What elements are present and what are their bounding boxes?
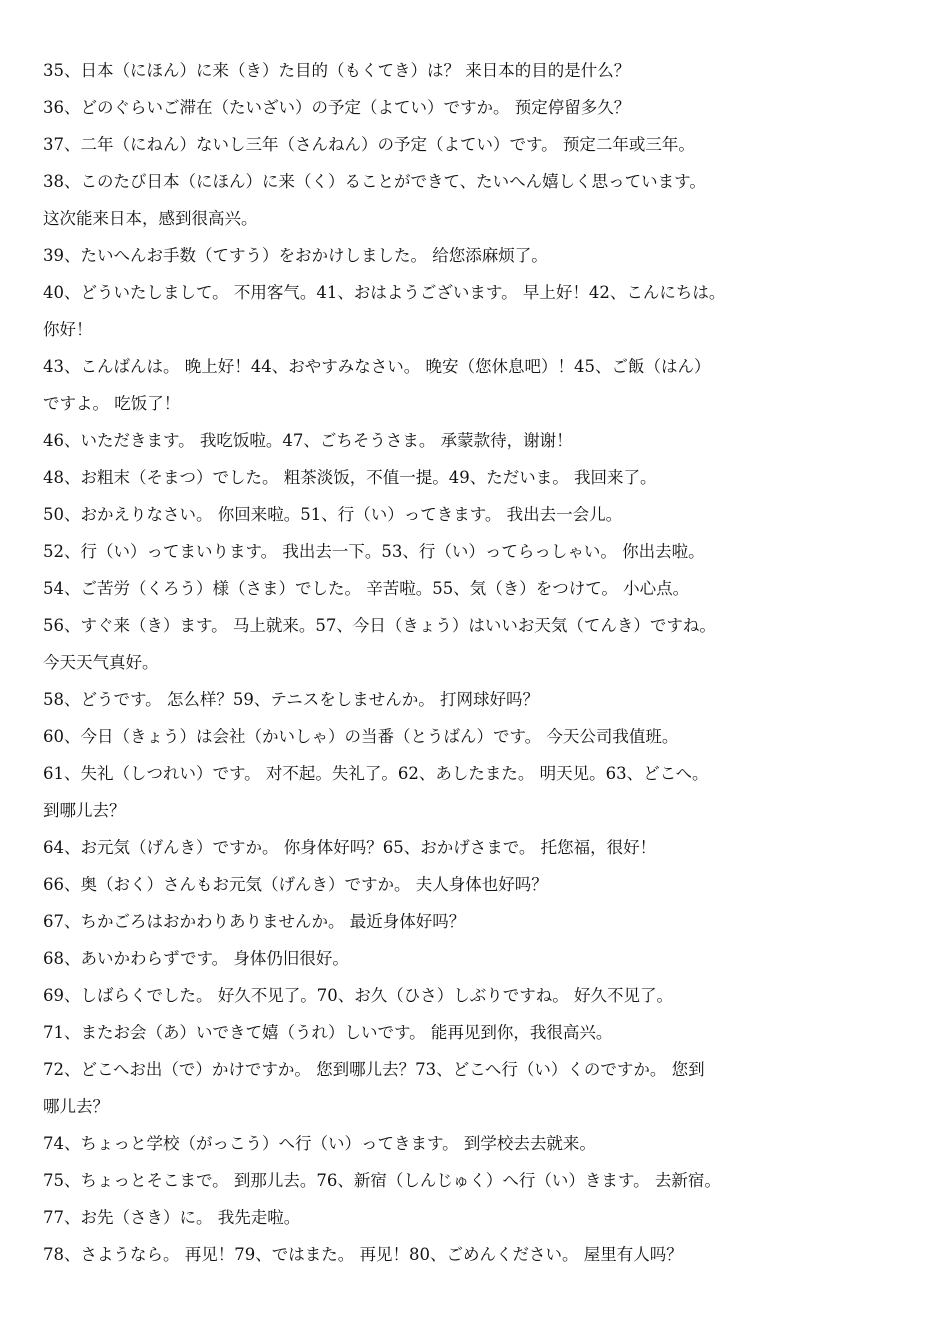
text-line: 37、二年（にねん）ないし三年（さんねん）の予定（よてい）です。 预定二年或三年。 <box>43 135 695 154</box>
text-line: 68、あいかわらずです。 身体仍旧很好。 <box>43 949 349 968</box>
text-line: 46、いただきます。 我吃饭啦。47、ごちそうさま。 承蒙款待，谢谢！ <box>43 431 573 450</box>
text-line: 39、たいへんお手数（てすう）をおかけしました。 给您添麻烦了。 <box>43 246 548 265</box>
text-line: 52、行（い）ってまいります。 我出去一下。53、行（い）ってらっしゃい。 你出去啦。 <box>43 542 705 561</box>
text-line: 48、お粗末（そまつ）でした。 粗茶淡饭，不值一提。49、ただいま。 我回来了。 <box>43 468 657 487</box>
text-line: 38、このたび日本（にほん）に来（く）ることができて、たいへん嬉しく思っています。 <box>43 172 706 191</box>
text-line: 43、こんばんは。 晚上好！44、おやすみなさい。 晚安（您休息吧）！45、ご飯（はん） <box>43 357 711 376</box>
text-line: 今天天气真好。 <box>43 653 159 672</box>
text-line: 77、お先（さき）に。 我先走啦。 <box>43 1208 301 1227</box>
text-line: 40、どういたしまして。 不用客气。41、おはようございます。 早上好！42、こんにちは。 <box>43 283 726 302</box>
text-line: 75、ちょっとそこまで。 到那儿去。76、新宿（しんじゅく）へ行（い）きます。 去新宿。 <box>43 1171 721 1190</box>
text-line: 35、日本（にほん）に来（き）た目的（もくてき）は？ 来日本的目的是什么？ <box>43 61 631 80</box>
text-line: 78、さようなら。 再见！79、ではまた。 再见！80、ごめんください。 屋里有人吗？ <box>43 1245 683 1264</box>
text-line: 你好！ <box>43 320 93 339</box>
text-line: 61、失礼（しつれい）です。 对不起。失礼了。62、あしたまた。 明天见。63、どこへ。 <box>43 764 709 783</box>
text-line: 71、またお会（あ）いできて嬉（うれ）しいです。 能再见到你，我很高兴。 <box>43 1023 613 1042</box>
text-line: 60、今日（きょう）は会社（かいしゃ）の当番（とうばん）です。 今天公司我值班。 <box>43 727 679 746</box>
text-line: 67、ちかごろはおかわりありませんか。 最近身体好吗？ <box>43 912 466 931</box>
text-line: 54、ご苦労（くろう）様（さま）でした。 辛苦啦。55、気（き）をつけて。 小心点。 <box>43 579 690 598</box>
text-line: 到哪儿去？ <box>43 801 126 820</box>
text-line: 56、すぐ来（き）ます。 马上就来。57、今日（きょう）はいいお天気（てんき）ですね。 <box>43 616 716 635</box>
text-line: ですよ。 吃饭了！ <box>43 394 181 413</box>
text-block <box>43 52 923 1273</box>
text-line: 69、しばらくでした。 好久不见了。70、お久（ひさ）しぶりですね。 好久不见了。 <box>43 986 673 1005</box>
text-line: 66、奥（おく）さんもお元気（げんき）ですか。 夫人身体也好吗？ <box>43 875 548 894</box>
text-line: 50、おかえりなさい。 你回来啦。51、行（い）ってきます。 我出去一会儿。 <box>43 505 623 524</box>
text-line: 36、どのぐらいご滞在（たいざい）の予定（よてい）ですか。 预定停留多久？ <box>43 98 631 117</box>
text-line: 64、お元気（げんき）ですか。 你身体好吗？65、おかげさまで。 托您福，很好！ <box>43 838 657 857</box>
text-line: 74、ちょっと学校（がっこう）へ行（い）ってきます。 到学校去去就来。 <box>43 1134 596 1153</box>
text-line: 58、どうです。 怎么样？59、テニスをしませんか。 打网球好吗？ <box>43 690 540 709</box>
text-line: 72、どこへお出（で）かけですか。 您到哪儿去？73、どこへ行（い）くのですか。 您到 <box>43 1060 705 1079</box>
text-line: 哪儿去？ <box>43 1097 109 1116</box>
text-line: 这次能来日本，感到很高兴。 <box>43 209 258 228</box>
